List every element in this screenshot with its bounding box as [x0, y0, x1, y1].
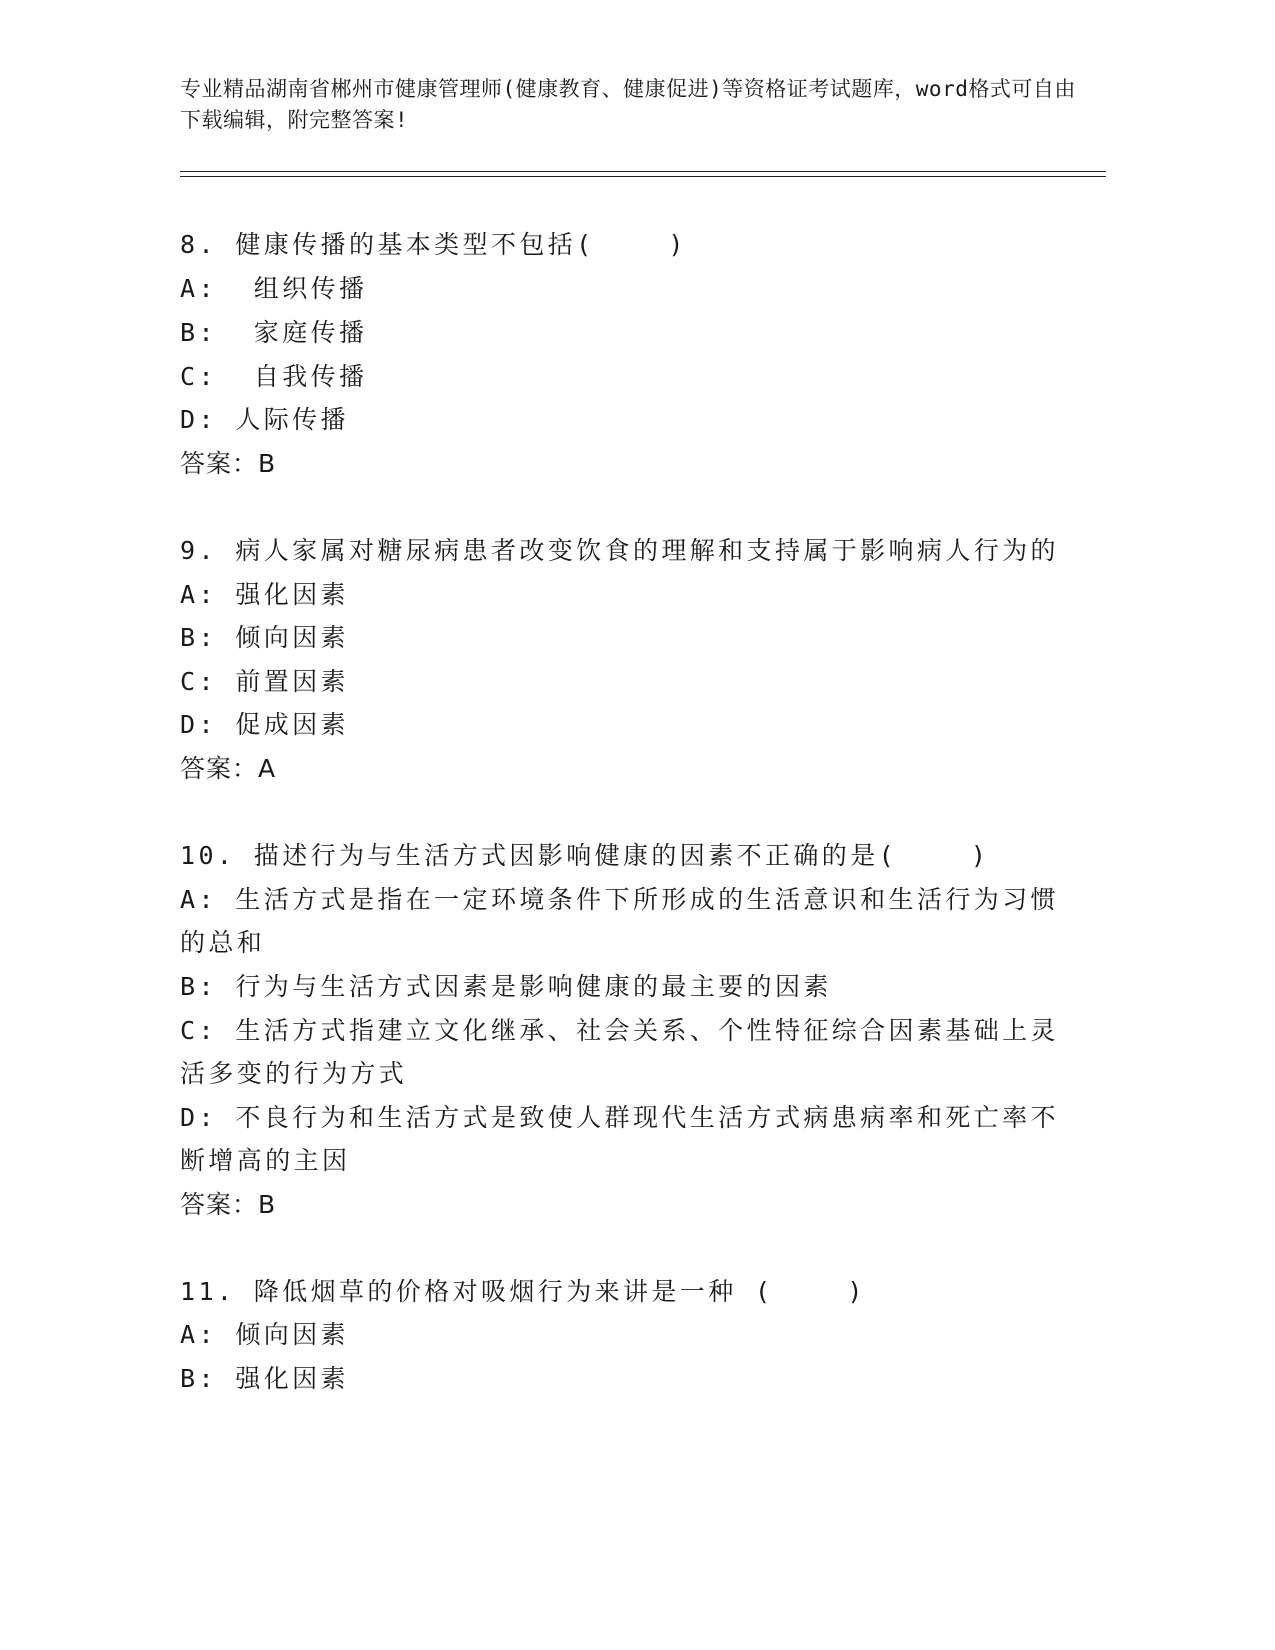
question-11-option-b: B: 强化因素: [180, 1364, 349, 1393]
question-8-option-a: A: 组织传播: [180, 274, 368, 303]
question-11-option-a: A: 倾向因素: [180, 1320, 349, 1349]
question-9-stem: 9. 病人家属对糖尿病患者改变饮食的理解和支持属于影响病人行为的: [180, 536, 1059, 565]
question-8-answer: 答案：B: [180, 449, 277, 478]
question-9-answer: 答案：A: [180, 754, 277, 783]
question-11-stem: 11. 降低烟草的价格对吸烟行为来讲是一种 ( ): [180, 1277, 866, 1306]
question-10-option-c-line2: 活多变的行为方式: [180, 1059, 408, 1088]
question-8-option-c: C: 自我传播: [180, 362, 368, 391]
question-8-option-b: B: 家庭传播: [180, 318, 368, 347]
question-10-stem: 10. 描述行为与生活方式因影响健康的因素不正确的是( ): [180, 841, 990, 870]
question-8-stem: 8. 健康传播的基本类型不包括( ): [180, 230, 687, 259]
question-10-option-d-line2: 断增高的主因: [180, 1146, 351, 1175]
question-9-option-a: A: 强化因素: [180, 580, 349, 609]
question-10-option-a-line2: 的总和: [180, 928, 266, 957]
question-10-option-c-line1: C: 生活方式指建立文化继承、社会关系、个性特征综合因素基础上灵: [180, 1016, 1059, 1045]
question-10-option-a-line1: A: 生活方式是指在一定环境条件下所形成的生活意识和生活行为习惯: [180, 885, 1059, 914]
question-9-option-d: D: 促成因素: [180, 710, 349, 739]
document-intro: 专业精品湖南省郴州市健康管理师(健康教育、健康促进)等资格证考试题库，word格式可自由下载编辑，附完整答案!: [180, 77, 1076, 132]
question-8-option-d: D: 人际传播: [180, 405, 349, 434]
header-divider-top: [180, 171, 1106, 172]
header-divider-bottom: [180, 176, 1106, 177]
question-10-answer: 答案：B: [180, 1190, 277, 1219]
question-10-option-d-line1: D: 不良行为和生活方式是致使人群现代生活方式病患病率和死亡率不: [180, 1103, 1059, 1132]
question-10-option-b: B: 行为与生活方式因素是影响健康的最主要的因素: [180, 972, 832, 1001]
question-9-option-b: B: 倾向因素: [180, 623, 349, 652]
question-9-option-c: C: 前置因素: [180, 667, 349, 696]
